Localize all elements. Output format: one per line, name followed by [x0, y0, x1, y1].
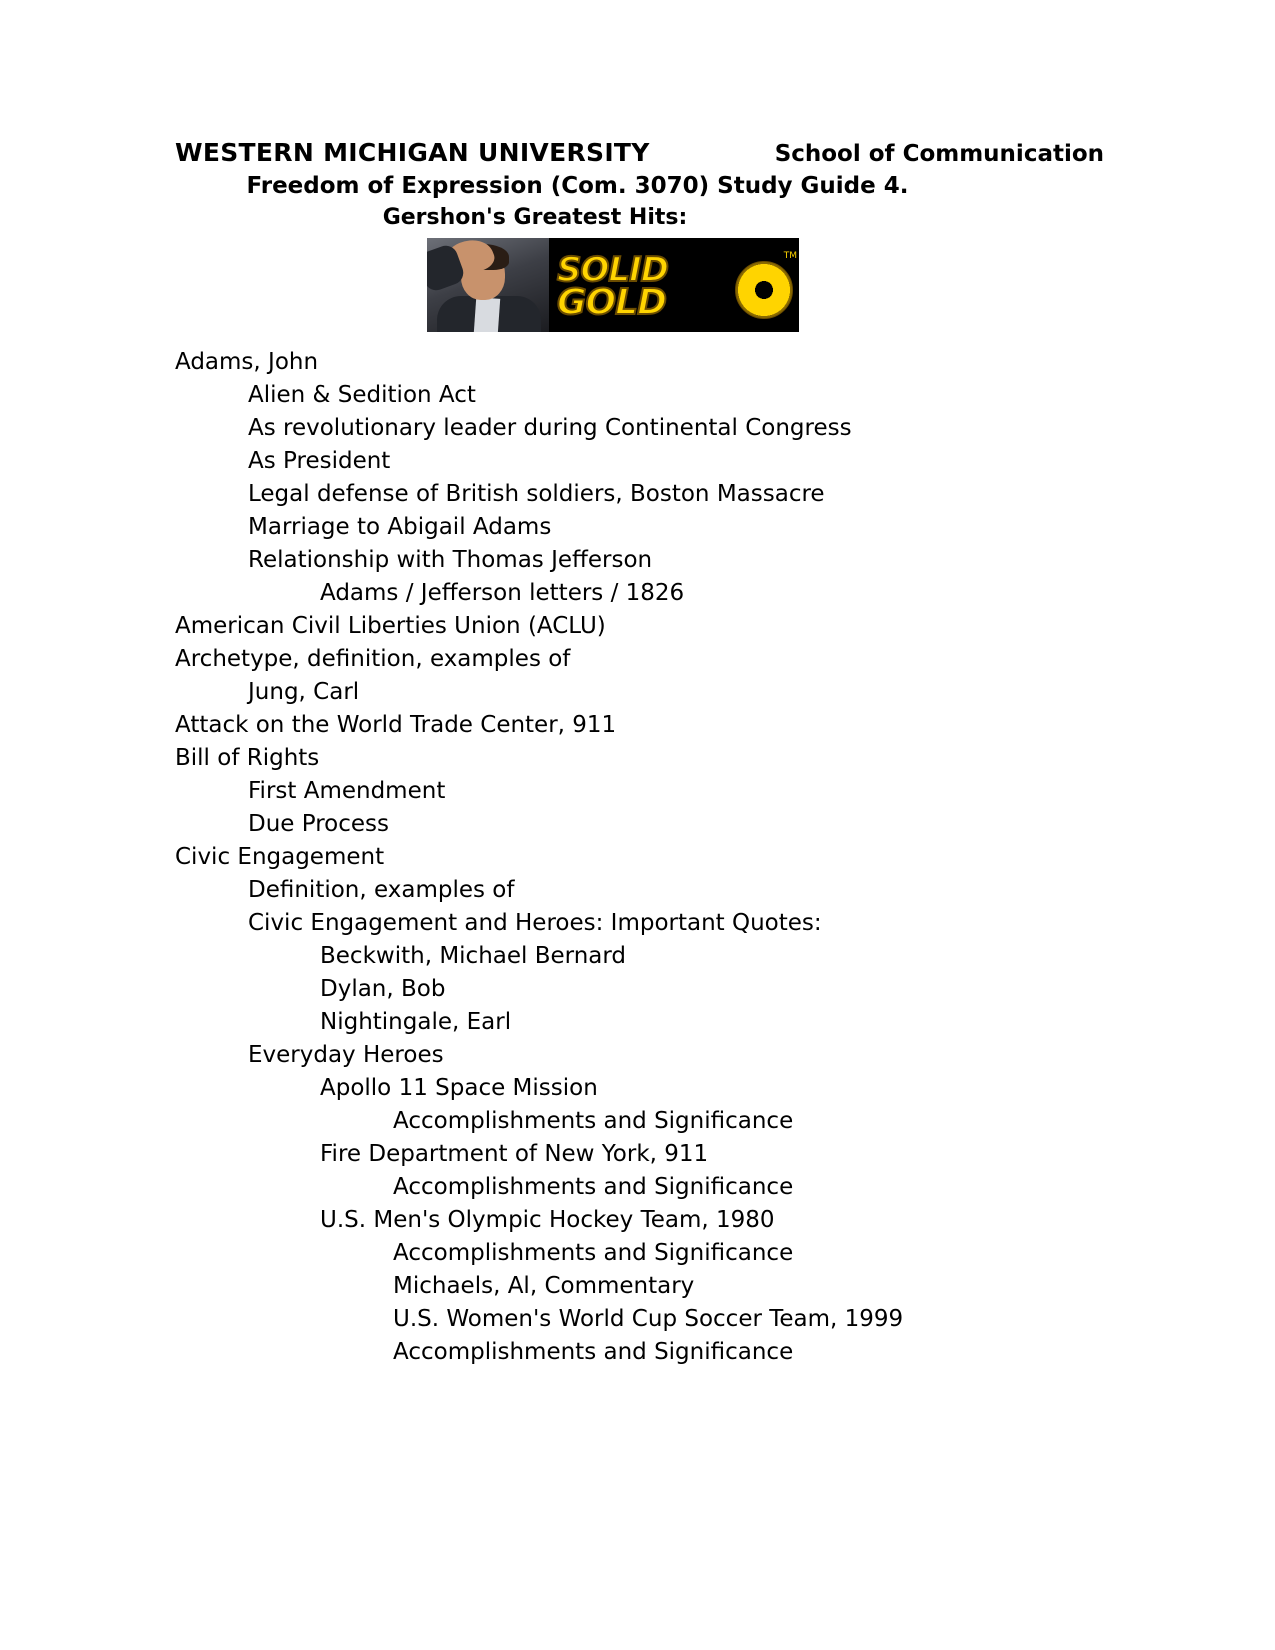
course-title: Freedom of Expression (Com. 3070) Study Guide 4.	[246, 173, 909, 199]
university-title: WESTERN MICHIGAN UNIVERSITY	[175, 138, 650, 167]
solid-gold-logo	[427, 238, 799, 332]
document-body	[175, 138, 1105, 1369]
trademark-icon: TM	[783, 251, 797, 261]
outline-item: Accomplishments and Significance	[393, 1108, 794, 1134]
document-subtitle: Gershon's Greatest Hits:	[382, 205, 688, 230]
outline-item: Everyday Heroes	[248, 1042, 444, 1068]
outline-item: Nightingale, Earl	[320, 1009, 512, 1035]
solid-gold-wordmark	[549, 245, 799, 325]
outline-item: Attack on the World Trade Center, 911	[175, 712, 617, 738]
outline-item: As President	[248, 448, 391, 474]
outline-item: First Amendment	[248, 778, 446, 804]
outline-item: Accomplishments and Significance	[393, 1240, 794, 1266]
outline-item: U.S. Men's Olympic Hockey Team, 1980	[320, 1207, 775, 1233]
document-header-line	[175, 138, 1105, 167]
outline-item: Marriage to Abigail Adams	[248, 514, 552, 540]
outline-item: Alien & Sedition Act	[248, 382, 476, 408]
outline-item: Beckwith, Michael Bernard	[320, 943, 627, 969]
outline-item: Archetype, definition, examples of	[175, 646, 571, 672]
outline-item: U.S. Women's World Cup Soccer Team, 1999	[393, 1306, 904, 1332]
outline-item: Adams, John	[175, 349, 319, 375]
outline-item: Relationship with Thomas Jefferson	[248, 547, 653, 573]
study-guide-outline	[175, 346, 1075, 1369]
outline-item: Accomplishments and Significance	[393, 1339, 794, 1365]
outline-item: Adams / Jefferson letters / 1826	[320, 580, 685, 606]
outline-item: Apollo 11 Space Mission	[320, 1075, 598, 1101]
outline-item: Definition, examples of	[248, 877, 515, 903]
school-title: School of Communication	[774, 141, 1105, 167]
outline-item: Civic Engagement	[175, 844, 385, 870]
outline-item: American Civil Liberties Union (ACLU)	[175, 613, 606, 639]
outline-item: Jung, Carl	[248, 679, 360, 705]
outline-item: Bill of Rights	[175, 745, 320, 771]
outline-item: Due Process	[248, 811, 389, 837]
outline-item: Civic Engagement and Heroes: Important Quotes:	[248, 910, 822, 936]
record-disc-icon	[735, 261, 793, 319]
portrait-photo-icon	[427, 238, 549, 332]
outline-item: Michaels, Al, Commentary	[393, 1273, 695, 1299]
photo-shirt-shape	[474, 297, 500, 332]
outline-item: Fire Department of New York, 911	[320, 1141, 709, 1167]
outline-item: Accomplishments and Significance	[393, 1174, 794, 1200]
logo-text-panel	[549, 238, 799, 332]
logo-word-bottom: GOLD	[557, 282, 666, 323]
outline-item: Legal defense of British soldiers, Boston Massacre	[248, 481, 825, 507]
outline-item: Dylan, Bob	[320, 976, 446, 1002]
outline-item: As revolutionary leader during Continental Congress	[248, 415, 852, 441]
logo-word-top: SOLID	[557, 250, 668, 290]
